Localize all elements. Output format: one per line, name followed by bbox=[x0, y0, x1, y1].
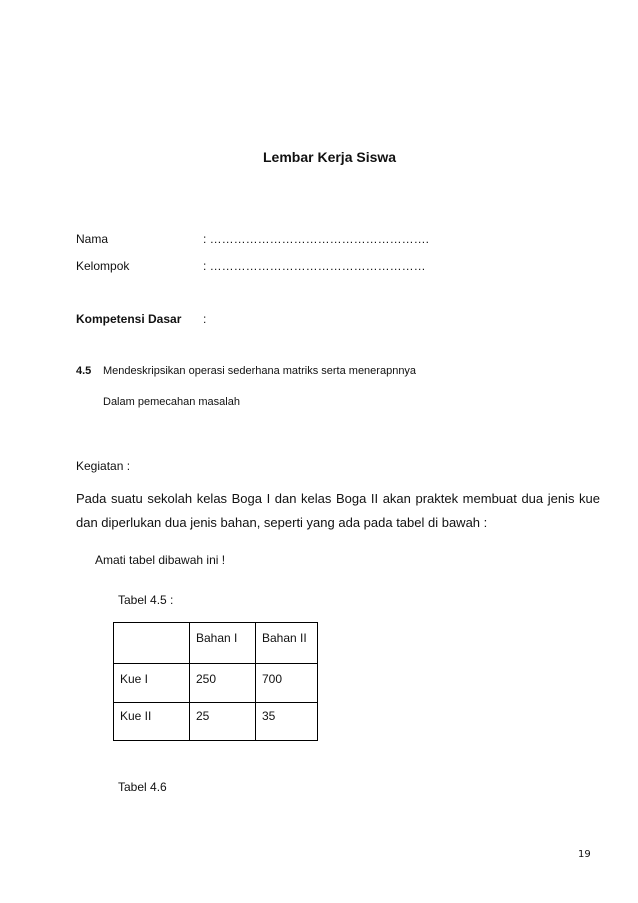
table-cell: Kue I bbox=[114, 664, 190, 703]
kegiatan-label: Kegiatan : bbox=[76, 459, 131, 473]
table-header-cell bbox=[114, 623, 190, 664]
page-title: Lembar Kerja Siswa bbox=[263, 149, 397, 165]
table-cell: Kue II bbox=[114, 703, 190, 741]
table-header-row bbox=[114, 623, 318, 664]
kelompok-value: : ……………………………………………… bbox=[203, 259, 426, 273]
table-cell: 700 bbox=[256, 664, 318, 703]
next-table-caption: Tabel 4.6 bbox=[118, 780, 167, 794]
table-header-cell: Bahan II bbox=[256, 623, 318, 664]
problem-paragraph: Pada suatu sekolah kelas Boga I dan kelas Boga II akan praktek membuat dua jenis kue dan diperlukan dua jenis bahan, seperti yang ada pada tabel di bawah : bbox=[76, 491, 600, 530]
table-cell: 25 bbox=[190, 703, 256, 741]
kelompok-label: Kelompok bbox=[76, 259, 130, 273]
kompetensi-dasar-colon: : bbox=[203, 312, 207, 326]
table-caption: Tabel 4.5 : bbox=[118, 593, 174, 607]
table-row bbox=[114, 664, 318, 703]
ingredients-table bbox=[113, 622, 318, 741]
table-header-cell: Bahan I bbox=[190, 623, 256, 664]
table-row bbox=[114, 703, 318, 741]
kd-text-line2: Dalam pemecahan masalah bbox=[103, 396, 240, 408]
nama-value: : ………………………………………………. bbox=[203, 232, 430, 246]
table-cell: 35 bbox=[256, 703, 318, 741]
nama-label: Nama bbox=[76, 232, 109, 246]
page-number: 19 bbox=[578, 849, 591, 860]
kompetensi-dasar-label: Kompetensi Dasar bbox=[76, 312, 182, 326]
instruction-text: Amati tabel dibawah ini ! bbox=[95, 553, 226, 567]
kd-text-line1: Mendeskripsikan operasi sederhana matriks serta menerapnnya bbox=[103, 365, 417, 377]
kd-number: 4.5 bbox=[76, 365, 92, 377]
table-cell: 250 bbox=[190, 664, 256, 703]
